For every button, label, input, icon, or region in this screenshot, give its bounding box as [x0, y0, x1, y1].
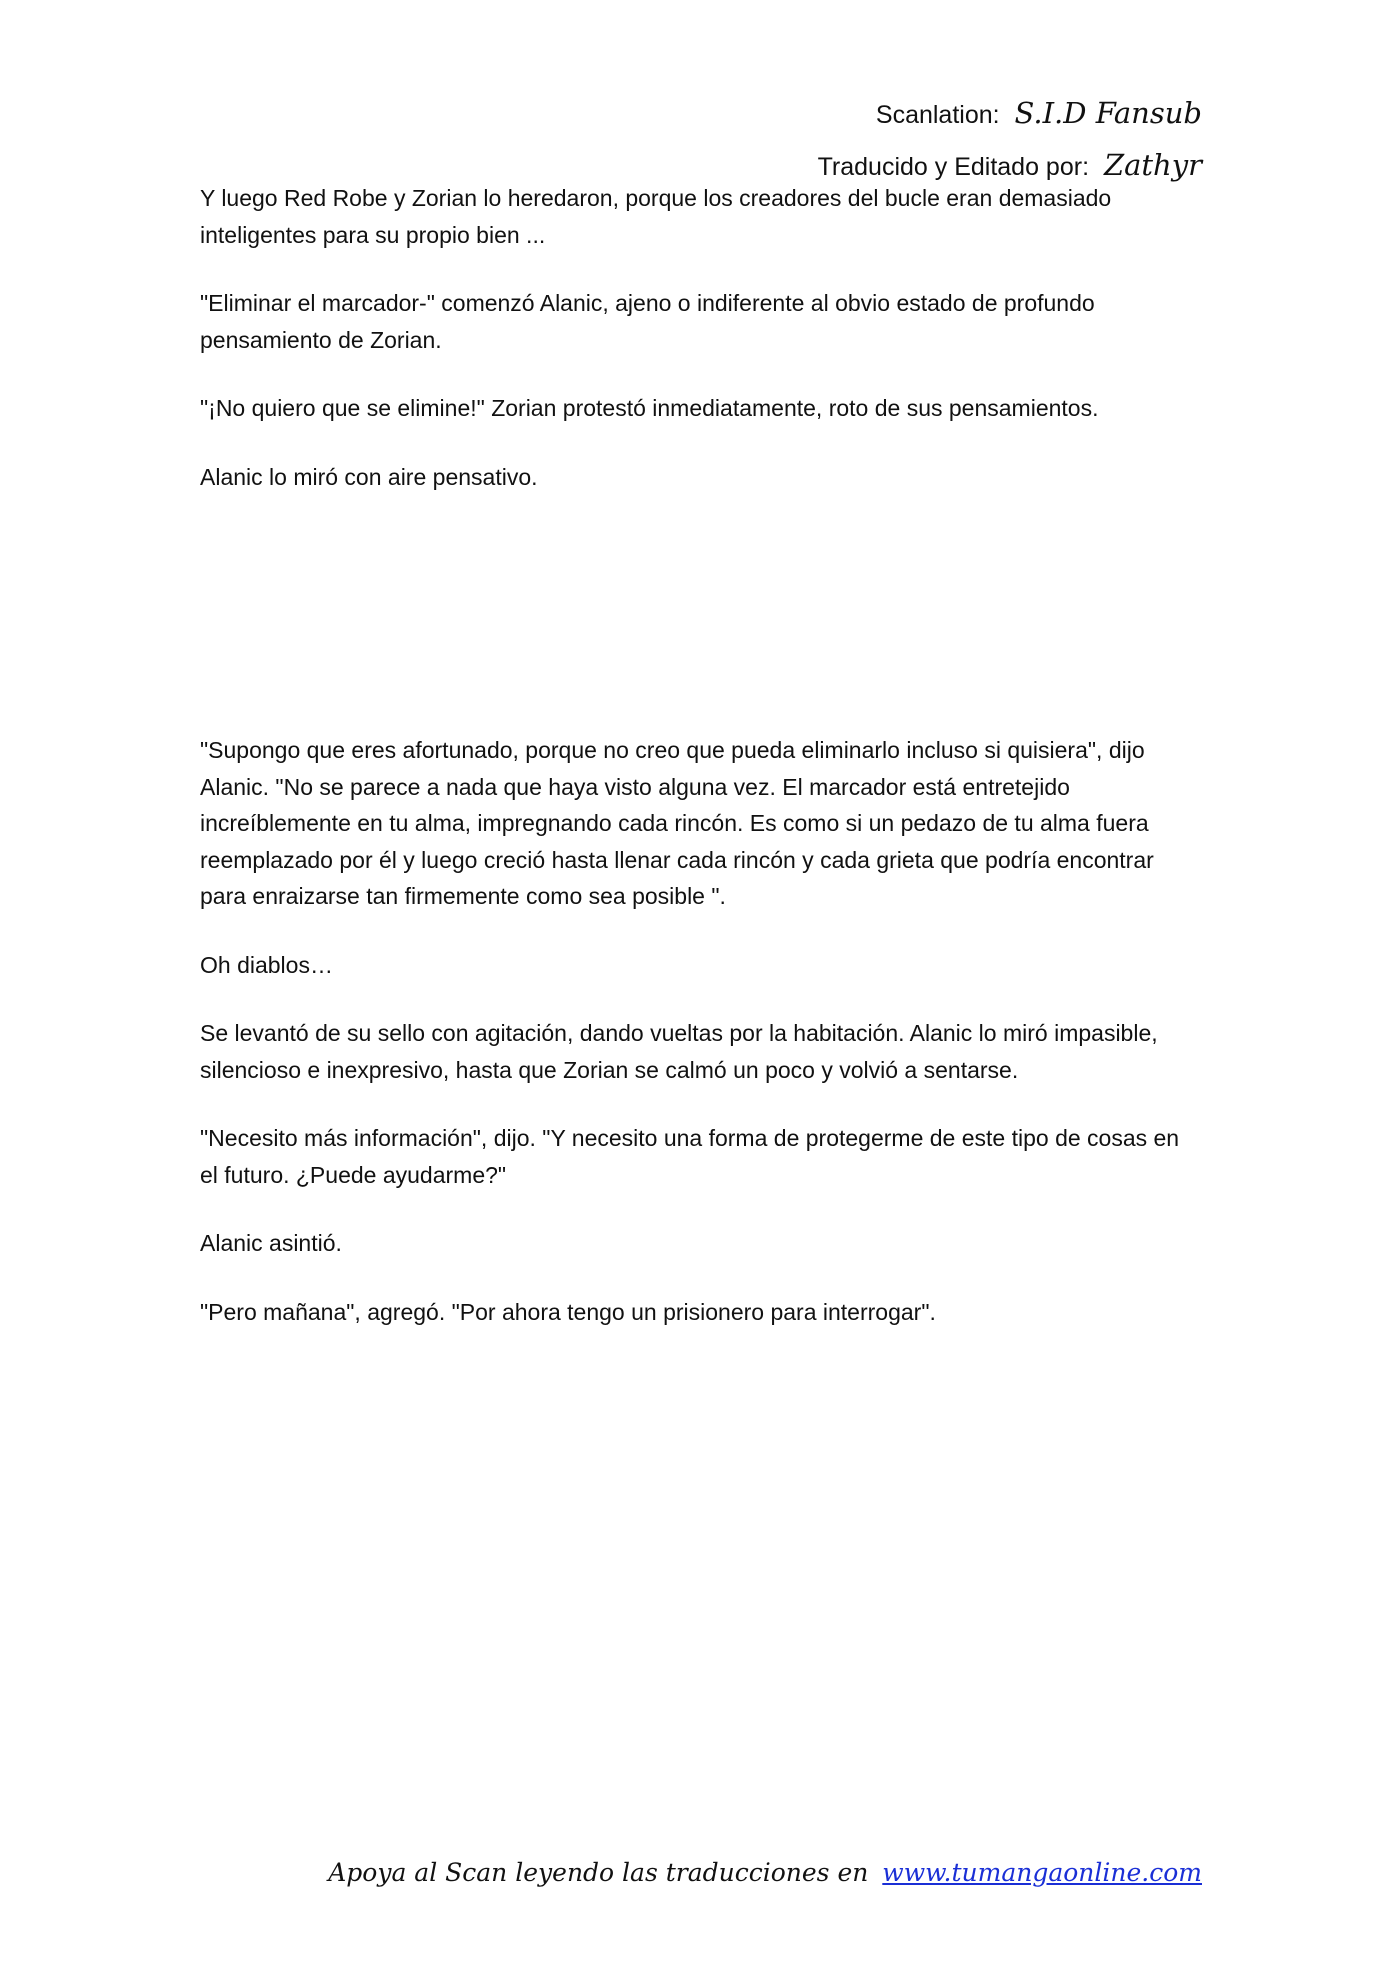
- blank-space: [200, 527, 1200, 732]
- paragraph: "Eliminar el marcador-" comenzó Alanic, ajeno o indiferente al obvio estado de profundo pensamiento de Zorian.: [200, 290, 1095, 353]
- paragraph: Se levantó de su sello con agitación, dando vueltas por la habitación. Alanic lo miró impasible, silencioso e inexpresivo, hasta que Zorian se calmó un poco y volvió a sentarse.: [200, 1020, 1158, 1083]
- body-text: [200, 180, 1200, 1362]
- paragraph: Oh diablos…: [200, 951, 333, 978]
- paragraph: "Necesito más información", dijo. "Y necesito una forma de protegerme de este tipo de cosas en el futuro. ¿Puede ayudarme?": [200, 1125, 1180, 1188]
- support-footer: [328, 1858, 1202, 1887]
- credits-header: [818, 88, 1202, 192]
- translator-value: Zathyr: [1103, 148, 1202, 182]
- paragraph: Y luego Red Robe y Zorian lo heredaron, porque los creadores del bucle eran demasiado inteligentes para su propio bien ...: [200, 185, 1112, 248]
- scanlation-credit: [818, 88, 1202, 140]
- scanlation-value: S.I.D Fansub: [1014, 96, 1202, 130]
- paragraph: "Supongo que eres afortunado, porque no creo que pueda eliminarlo incluso si quisiera", dijo Alanic. "No se parece a nada que haya visto alguna vez. El marcador está entretejido increíblemente en tu alma, impregnando cada rincón. Es como si un pedazo de tu alma fuera reemplazado por él y luego creció hasta llenar cada rincón y cada grieta que podría encontrar para enraizarse tan firmemente como sea posible ".: [200, 737, 1154, 909]
- paragraph: "¡No quiero que se elimine!" Zorian protestó inmediatamente, roto de sus pensamientos.: [200, 395, 1099, 421]
- paragraph: Alanic asintió.: [200, 1230, 342, 1256]
- scanlation-label: Scanlation:: [875, 101, 1000, 129]
- footer-link[interactable]: www.tumangaonline.com: [882, 1858, 1202, 1887]
- paragraph: Alanic lo miró con aire pensativo.: [200, 463, 538, 490]
- footer-text: Apoya al Scan leyendo las traducciones en: [328, 1858, 869, 1887]
- translator-label: Traducido y Editado por:: [817, 153, 1090, 181]
- paragraph: "Pero mañana", agregó. "Por ahora tengo un prisionero para interrogar".: [200, 1298, 936, 1325]
